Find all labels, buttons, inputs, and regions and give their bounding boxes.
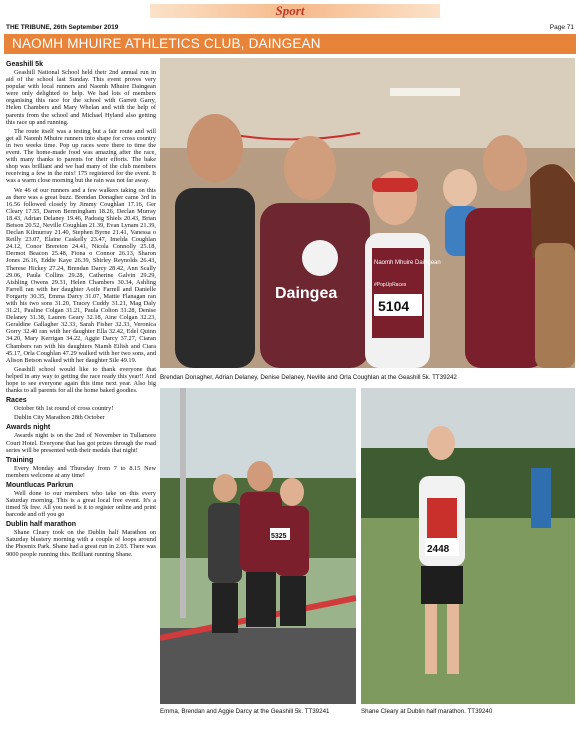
cleary-photo (361, 388, 575, 704)
main-photo-caption: Brendan Donagher, Adrian Delaney, Denise Delaney, Neville and Orla Coughlan at the Geashill 5k. TT39242 (160, 374, 457, 381)
article-paragraph: October 6th 1st round of cross country! (14, 405, 114, 413)
article-paragraph: Shane Cleary took on the Dublin half Marathon on Saturday blustery morning with a couple of loops around the Phoenix Park. Shane had a great run in 2.03. There was 9000 people running this. Brilliant running Shane. (6, 529, 156, 558)
article-paragraph: The route itself was a testing but a fair route and will get all Naomh Mhuire runners into shape for cross country in two weeks time. Pop up races were there to time the event. The home-made food was amazing after the race, with many thanks to parents for their efforts. The bake shop was brilliant and we had many of the club members receiving a few in the mix! 175 registered for the event. It was a warm close morning but the rain was not far away. (6, 127, 156, 185)
section-heading: Geashill 5k (6, 61, 43, 68)
article-paragraph: Dublin City Marathon 28th October (14, 414, 105, 422)
bib-tag: #PopUpRaces (374, 282, 407, 288)
main-photo (160, 58, 575, 368)
section-heading: Mountlucas Parkrun (6, 481, 74, 489)
page-number: Page 71 (549, 24, 574, 31)
cleary-photo-illustration (361, 388, 575, 704)
date-line: THE TRIBUNE, 26th September 2019 (6, 24, 119, 31)
section-label: Sport (275, 3, 305, 18)
article-paragraph: Geashill National School held their 2nd annual run in aid of the school last Sunday. This event proves very popular with local runners and Naomh Mhuire Daingean were only delighted to help. We had lots of members organising this race for the school with Garrett Garry, Helen Chambers and Mary Whelan and with the help of parents from the school and Michael Hyland also getting this race up and running. (6, 69, 156, 126)
article-paragraph: Every Monday and Thursday from 7 to 8.15 New members welcome at any time! (6, 464, 156, 479)
page-title: NAOMH MHUIRE ATHLETICS CLUB, DAINGEAN (12, 36, 321, 51)
article-paragraph: We 46 of our runners and a few walkers taking on this as there was a great buzz. Brendan Donagher came 3rd in 16.56 followed closely by Jimmy Coughlan 17.16, Ger Cleary 17.55, Darren Bermingham 18.26, Declan Murray 18.43, Adrian Delaney 19.46, Padraig Shiels 20.43, Brian Betson 20.52, Neville Coughlan 21.39, Evan Lynam 21.39, Declan Kilmurray 21.40, Stephen Byrne 21.41, Vanessa o Reilly 23.07, Elaine Caskelly 23.47, Imelda Coughlan 24.12, Conor Brereton 24.41, Nicola Connolly 25.18, Dermot Beacon 25.48, Fiona o Connor 26.13, Sharon Jones 26.16, Eddie Kaye 26.39, Shirley Reynolds 26.43, Therese Hickey 27.24, Brendan Darcy 28.42, Ann Scally 29.06, Paula Collins 29.28, Catherine Galvin 29.29, Aishling Owens 29.31, Helen Chambers 30.34, Ashling Farrell ran with her daughter Aoife Farrell and Danielle Forgarty 30.35, Emma Darcy 31.07, Mattie Flanagan ran with his two sons 31.20, Tracey Cuddy 31.21, Mag Daly 31.21, Pauline Colgan 31.21, Paula Colton 31.28, Denise Delaney 31.38, Lauren Geary 32.18, Aine Colgan 32.23, Geraldine Gallagher 32.33, Sarah Fisher 32.33, Veronica Gorry 32.40 ran with her daughter Ella 32.42, Edel Quinn 34.20, Mary Kerrigan 34.22, Aggie Darcy 37.27, Ciaran Chambers ran with his daughters Niamh Eilish and Ciara 45.17, Orla Coughlan 47.29 walked with her two sons, and Alison Betson walked with her daughter Sile 49.19. (6, 186, 156, 364)
section-heading: Dublin half marathon (6, 521, 76, 529)
article-paragraph: Geashill school would like to thank everyone that helped in any way to getting the race ready this year!! And hope to see everyone again this time next year. Also big thanks to all parents for all the home baked goodies. (6, 365, 156, 395)
vest-text: Naomh Mhuire Daingean (374, 260, 441, 266)
section-heading: Awards night (6, 424, 51, 432)
group-photo-illustration (160, 58, 575, 368)
darcy-photo-caption: Emma, Brendan and Aggie Darcy at the Geashill 5k. TT39241 (160, 708, 330, 715)
article-column (6, 58, 156, 728)
shirt-text: Daingea (275, 285, 338, 302)
main-bib: 5104 (378, 298, 410, 314)
section-heading: Training (6, 456, 34, 464)
darcy-photo (160, 388, 356, 704)
title-bar (4, 34, 576, 54)
cleary-photo-caption: Shane Cleary at Dublin half marathon. TT39240 (361, 708, 493, 715)
darcy-photo-illustration (160, 388, 356, 704)
section-heading: Races (6, 397, 27, 405)
cleary-bib: 2448 (427, 544, 450, 555)
darcy-bib: 5325 (271, 533, 287, 540)
article-paragraph: Well done to our members who take on this every Saturday morning. This is a great local free event. It's a timed 5k free. All you need is it to register online and print barcode and off you go (6, 489, 156, 519)
article-paragraph: Awards night is on the 2nd of November in Tullamore Court Hotel. Everyone that has got prizes through the road series will be presented with their medals that night! (6, 432, 156, 454)
